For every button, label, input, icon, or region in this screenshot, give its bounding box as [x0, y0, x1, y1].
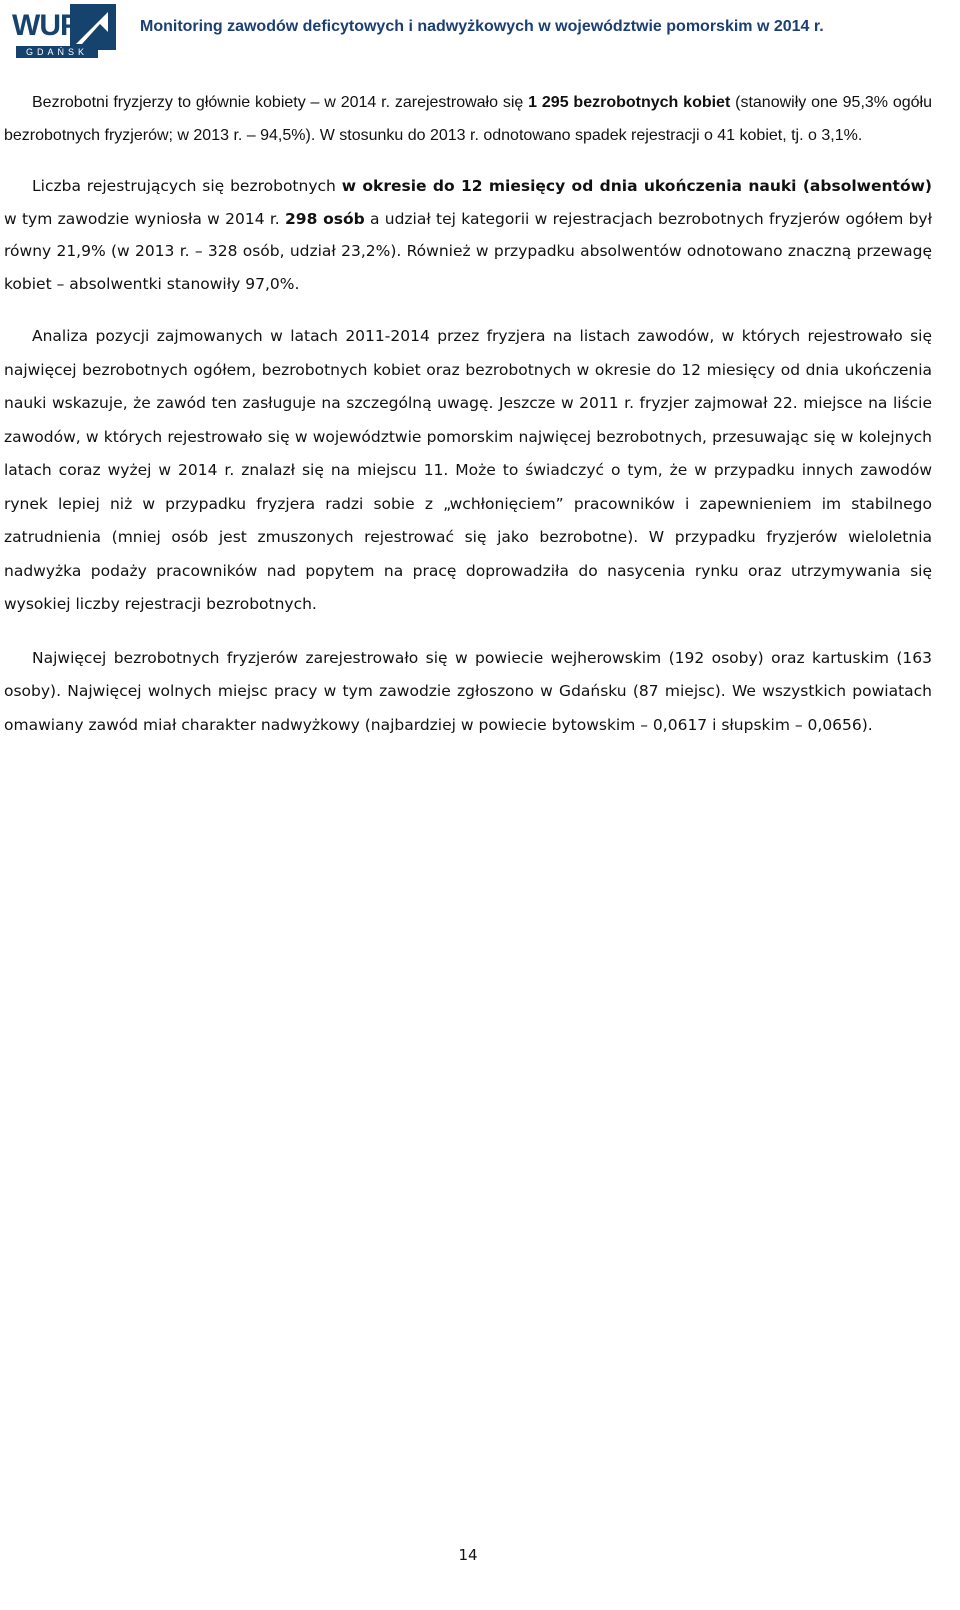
- wup-logo: [12, 4, 108, 60]
- bold-text: 1 295 bezrobotnych kobiet: [528, 94, 731, 111]
- paragraph: [4, 320, 932, 622]
- bold-text: w okresie do 12 miesięcy od dnia ukończenia nauki (absolwentów): [341, 177, 932, 195]
- text-run: a udział tej kategorii w rejestracjach bezrobotnych fryzjerów ogółem był równy 21,9% (w 2013 r. – 328 osób, udział 23,2%). Również w przypadku absolwentów odnotowano znaczną przewagę kobiet – absolwentki stanowiły 97,0%.: [4, 209, 932, 293]
- text-run: Liczba rejestrujących się bezrobotnych: [32, 177, 342, 195]
- paragraph: [4, 642, 932, 743]
- bold-text: 298 osób: [285, 209, 365, 228]
- text-run: Analiza pozycji zajmowanych w latach 2011-2014 przez fryzjera na listach zawodów, w których rejestrowało się najwięcej bezrobotnych ogółem, bezrobotnych kobiet oraz bezrobotnych w okresie do 12 miesięcy od dnia ukończenia nauki wskazuje, że zawód ten zasługuje na szczególną uwagę. Jeszcze w 2011 r. fryzjer zajmował 22. miejsce na liście zawodów, w których rejestrowało się w województwie pomorskim najwięcej bezrobotnych, przesuwając się w kolejnych latach coraz wyżej w 2014 r. znalazł się na miejscu 11. Może to świadczyć o tym, że w przypadku innych zawodów rynek lepiej niż w przypadku fryzjera radzi sobie z „wchłonięciem” pracowników i zapewnieniem im stabilnego zatrudnienia (mniej osób jest zmuszonych rejestrować się jako bezrobotne). W przypadku fryzjerów wieloletnia nadwyżka podaży pracowników nad popytem na pracę doprowadziła do nasycenia rynku oraz utrzymywania się wysokiej liczby rejestracji bezrobotnych.: [4, 327, 932, 613]
- paragraph: [4, 87, 932, 152]
- page-number: 14: [458, 1546, 478, 1564]
- page-header: [0, 0, 960, 62]
- header-title: Monitoring zawodów deficytowych i nadwyżkowych w województwie pomorskim w 2014 r.: [140, 18, 824, 35]
- text-run: Bezrobotni fryzjerzy to głównie kobiety – w 2014 r. zarejestrowało się: [32, 94, 529, 111]
- text-run: w tym zawodzie wyniosła w 2014 r.: [4, 209, 285, 228]
- document-body: [4, 87, 932, 742]
- text-run: (stanowiły one 95,3% ogółu bezrobotnych fryzjerów; w 2013 r. – 94,5%). W stosunku do 2013 r. odnotowano spadek rejestracji o 41 kobiet, tj. o 3,1%.: [4, 94, 933, 144]
- logo-text: WUP: [12, 9, 79, 42]
- logo-subtext: GDAŃSK: [16, 46, 98, 58]
- paragraph: [4, 170, 932, 300]
- text-run: Najwięcej bezrobotnych fryzjerów zarejestrowało się w powiecie wejherowskim (192 osoby) oraz kartuskim (163 osoby). Najwięcej wolnych miejsc pracy w tym zawodzie zgłoszono w Gdańsku (87 miejsc). We wszystkich powiatach omawiany zawód miał charakter nadwyżkowy (najbardziej w powiecie bytowskim – 0,0617 i słupskim – 0,0656).: [4, 648, 932, 734]
